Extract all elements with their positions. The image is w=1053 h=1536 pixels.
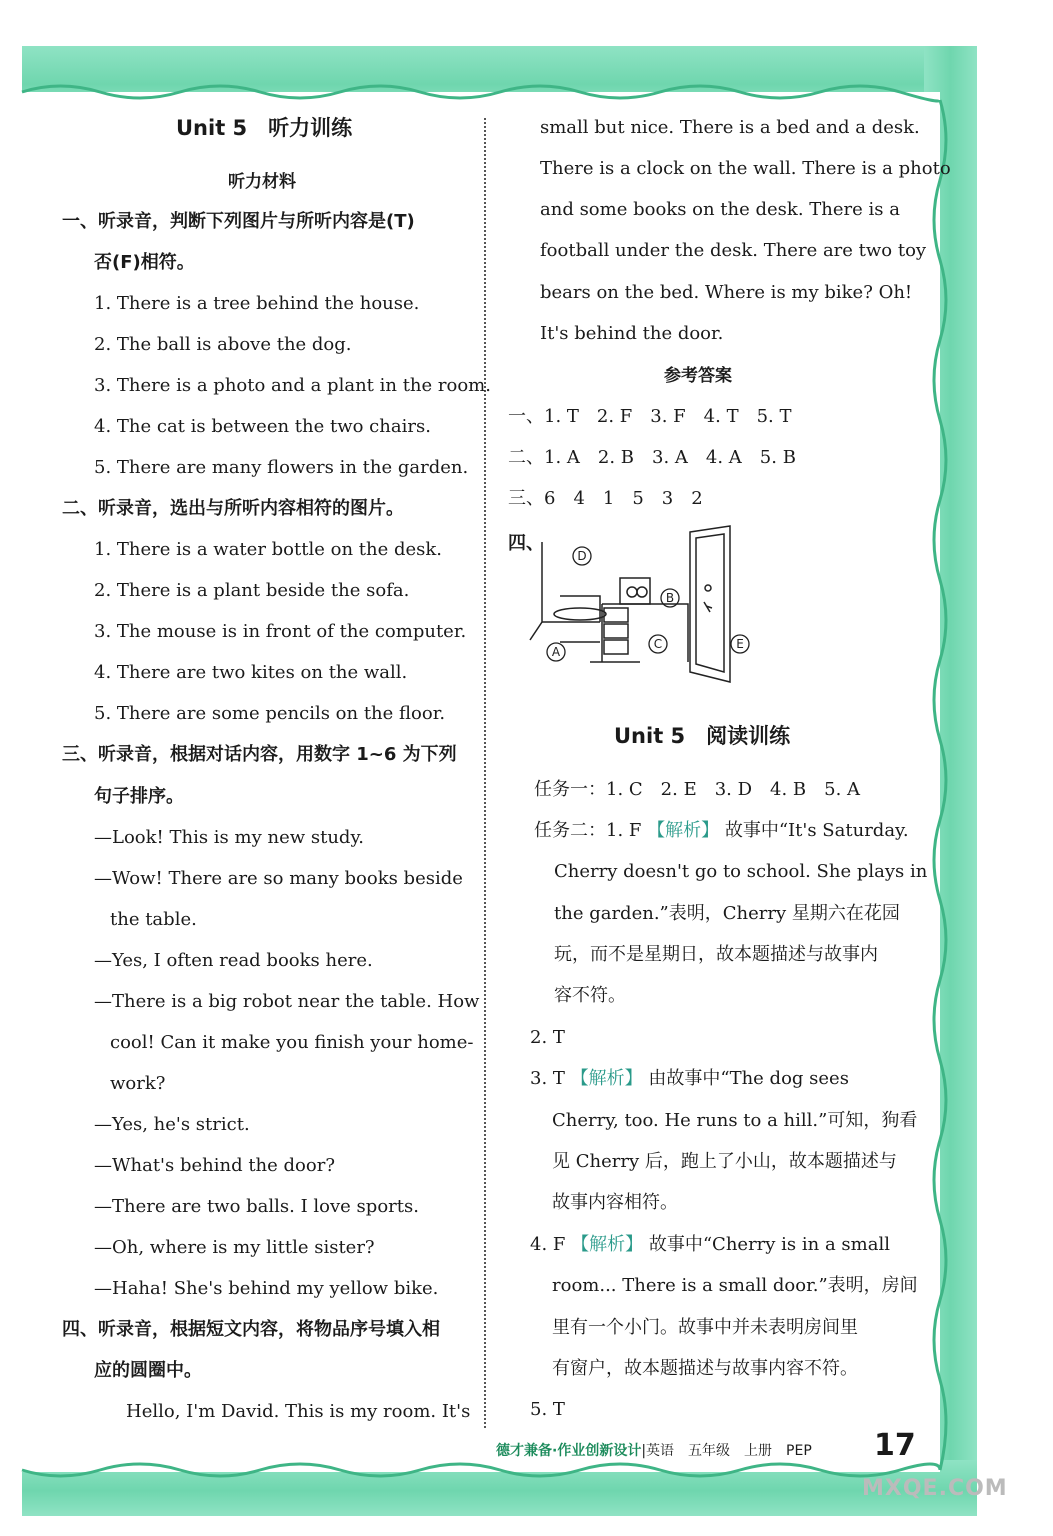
passage-line: bears on the bed. Where is my bike? Oh! xyxy=(540,282,913,303)
dialogue-line: —There is a big robot near the table. How xyxy=(94,991,480,1012)
dialogue-line: —Oh, where is my little sister? xyxy=(94,1237,375,1258)
task-2-item-1 xyxy=(534,819,909,843)
listening-title: Unit 5 听力训练 xyxy=(176,116,353,140)
explanation-line: 容不符。 xyxy=(554,985,626,1006)
list-item: 5. There are many flowers in the garden. xyxy=(94,457,469,478)
picture-label-b: B xyxy=(665,591,675,605)
picture-label-d: D xyxy=(577,549,587,563)
picture-label-a: A xyxy=(551,645,561,659)
explanation-text: 故事中“It's Saturday. xyxy=(724,820,909,841)
task-2-prefix: 任务二：1. F xyxy=(534,820,642,841)
answer-row: 二、1. A 2. B 3. A 4. A 5. B xyxy=(508,447,796,468)
explanation-line: 有窗户，故本题描述与故事内容不符。 xyxy=(552,1358,858,1379)
dialogue-line: —Yes, he's strict. xyxy=(94,1114,250,1135)
dialogue-line: work? xyxy=(110,1073,166,1094)
dialogue-line: —What's behind the door? xyxy=(94,1155,335,1176)
explanation-text: 故事中“Cherry is in a small xyxy=(648,1234,890,1255)
analysis-tag: 【解析】 xyxy=(647,820,720,841)
item-prefix: 4. F xyxy=(530,1234,566,1255)
passage-line: football under the desk. There are two toy xyxy=(540,240,927,261)
explanation-text: 由故事中“The dog sees xyxy=(648,1068,849,1089)
explanation-line: room... There is a small door.”表明，房间 xyxy=(552,1275,918,1296)
explanation-line: 见 Cherry 后，跑上了小山，故本题描述与 xyxy=(552,1151,897,1172)
book-info: |英语 五年级 上册 PEP xyxy=(641,1443,812,1459)
passage-line: There is a clock on the wall. There is a photo xyxy=(540,158,951,179)
explanation-line: the garden.”表明，Cherry 星期六在花园 xyxy=(554,903,900,924)
list-item: 3. There is a photo and a plant in the room. xyxy=(94,375,491,396)
list-item: 4. There are two kites on the wall. xyxy=(94,662,408,683)
dialogue-line: —Look! This is my new study. xyxy=(94,827,364,848)
passage-line: and some books on the desk. There is a xyxy=(540,199,900,220)
page-number: 17 xyxy=(874,1428,916,1463)
explanation-line: Cherry doesn't go to school. She plays in xyxy=(554,861,928,882)
section-3-instruction-cont: 句子排序。 xyxy=(94,786,184,807)
section-4-instruction: 四、听录音，根据短文内容，将物品序号填入相 xyxy=(62,1319,440,1340)
section-1-instruction: 一、听录音，判断下列图片与所听内容是(T) xyxy=(62,211,415,232)
section-4-instruction-cont: 应的圆圈中。 xyxy=(94,1360,202,1381)
picture-label-c: C xyxy=(653,637,663,651)
dialogue-line: —Haha! She's behind my yellow bike. xyxy=(94,1278,439,1299)
section-1-instruction-cont: 否(F)相符。 xyxy=(94,252,195,273)
task-2-item-4 xyxy=(530,1233,890,1257)
dialogue-line: the table. xyxy=(110,909,197,930)
answers-title: 参考答案 xyxy=(664,366,732,386)
list-item: 4. The cat is between the two chairs. xyxy=(94,416,431,437)
dialogue-line: —There are two balls. I love sports. xyxy=(94,1196,419,1217)
item-prefix: 3. T xyxy=(530,1068,565,1089)
dialogue-line: —Wow! There are so many books beside xyxy=(94,868,463,889)
dialogue-line: cool! Can it make you finish your home- xyxy=(110,1032,474,1053)
section-3-instruction: 三、听录音，根据对话内容，用数字 1~6 为下列 xyxy=(62,744,457,765)
picture-label-e: E xyxy=(736,637,744,651)
brand-name: 德才兼备·作业创新设计 xyxy=(496,1443,642,1459)
list-item: 2. The ball is above the dog. xyxy=(94,334,352,355)
listening-subtitle: 听力材料 xyxy=(228,172,296,192)
answer-row: 一、1. T 2. F 3. F 4. T 5. T xyxy=(508,406,792,427)
answer-4-label: 四、 xyxy=(508,533,544,554)
task-2-item-3 xyxy=(530,1067,849,1091)
dialogue-line: —Yes, I often read books here. xyxy=(94,950,373,971)
task-2-item-5: 5. T xyxy=(530,1399,565,1420)
passage-start: Hello, I'm David. This is my room. It's xyxy=(126,1401,471,1422)
analysis-tag: 【解析】 xyxy=(570,1068,643,1089)
list-item: 1. There is a tree behind the house. xyxy=(94,293,420,314)
explanation-line: Cherry, too. He runs to a hill.”可知，狗看 xyxy=(552,1110,918,1131)
section-2-instruction: 二、听录音，选出与所听内容相符的图片。 xyxy=(62,498,404,519)
analysis-tag: 【解析】 xyxy=(571,1234,644,1255)
passage-line: It's behind the door. xyxy=(540,323,724,344)
list-item: 1. There is a water bottle on the desk. xyxy=(94,539,442,560)
list-item: 2. There is a plant beside the sofa. xyxy=(94,580,410,601)
task-1-answers: 任务一：1. C 2. E 3. D 4. B 5. A xyxy=(534,779,861,800)
watermark-logo: MXQE.COM xyxy=(862,1476,1008,1501)
explanation-line: 里有一个小门。故事中并未表明房间里 xyxy=(552,1317,858,1338)
column-divider xyxy=(484,118,486,1428)
explanation-line: 故事内容相符。 xyxy=(552,1192,678,1213)
answer-row: 三、6 4 1 5 3 2 xyxy=(508,488,703,509)
explanation-line: 玩，而不是星期日，故本题描述与故事内 xyxy=(554,944,878,965)
reading-title: Unit 5 阅读训练 xyxy=(614,724,791,748)
room-illustration xyxy=(520,522,760,692)
passage-line: small but nice. There is a bed and a desk. xyxy=(540,117,920,138)
task-2-item-2: 2. T xyxy=(530,1027,565,1048)
footer-info xyxy=(496,1440,812,1460)
list-item: 3. The mouse is in front of the computer. xyxy=(94,621,467,642)
list-item: 5. There are some pencils on the floor. xyxy=(94,703,446,724)
